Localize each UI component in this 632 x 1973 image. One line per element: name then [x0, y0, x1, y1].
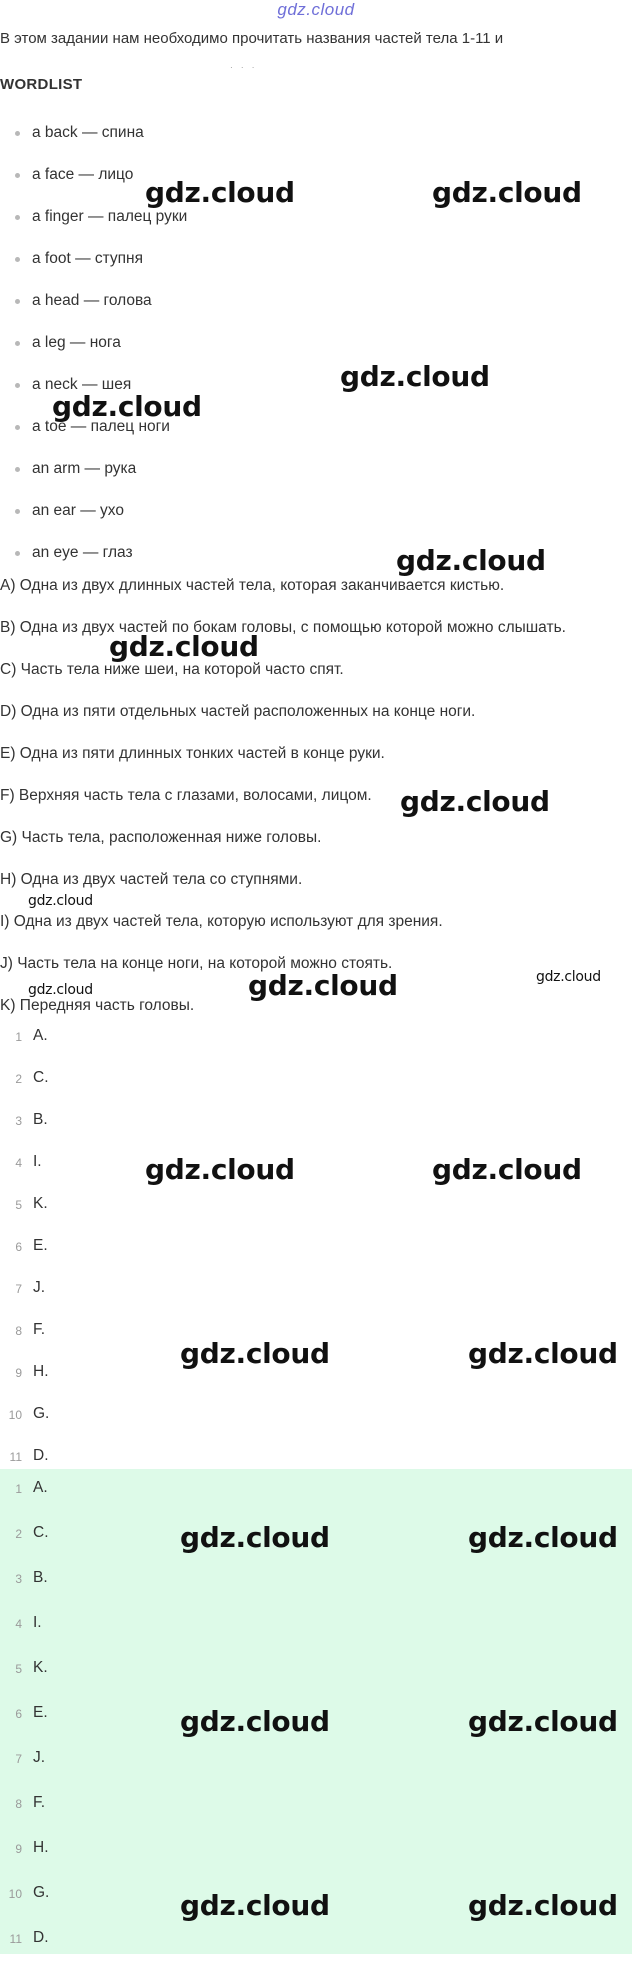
answer-letter: J.: [33, 1279, 46, 1296]
watermark: gdz.cloud: [468, 1889, 618, 1922]
answer-row: [0, 1110, 632, 1152]
watermark: gdz.cloud: [180, 1705, 330, 1738]
list-item: a foot — ступня: [0, 246, 632, 288]
intro-cut-line: · · ·: [230, 63, 258, 72]
watermark: gdz.cloud: [145, 176, 295, 209]
question-item: I) Одна из двух частей тела, которую используют для зрения.: [0, 913, 443, 930]
list-item: a toe — палец ноги: [0, 414, 632, 456]
answer-number: 3: [15, 1572, 22, 1586]
answer-row: [0, 1026, 632, 1068]
answer-letter: A.: [33, 1479, 48, 1496]
watermark: gdz.cloud: [432, 176, 582, 209]
watermark: gdz.cloud: [396, 544, 546, 577]
answer-letter: C.: [33, 1069, 49, 1086]
answer-row: [0, 1613, 632, 1658]
answer-row: [0, 1568, 632, 1613]
answer-number: 5: [15, 1662, 22, 1676]
answer-number: 11: [9, 1932, 22, 1946]
list-item: an eye — глаз: [0, 540, 632, 582]
watermark: gdz.cloud: [180, 1337, 330, 1370]
wordlist-title: WORDLIST: [0, 76, 83, 93]
watermark: gdz.cloud: [432, 1153, 582, 1186]
watermark: gdz.cloud: [468, 1337, 618, 1370]
answer-row: [0, 1404, 632, 1446]
list-item: a head — голова: [0, 288, 632, 330]
question-item: D) Одна из пяти отдельных частей расположенных на конце ноги.: [0, 703, 476, 720]
list-item: a back — спина: [0, 120, 632, 162]
answer-number: 2: [15, 1072, 22, 1086]
answer-row: [0, 1838, 632, 1883]
question-item: B) Одна из двух частей по бокам головы, с помощью которой можно слышать.: [0, 619, 566, 636]
list-item: a face — лицо: [0, 162, 632, 204]
answer-row: [0, 1194, 632, 1236]
answer-letter: F.: [33, 1794, 46, 1811]
answer-number: 3: [15, 1114, 22, 1128]
answer-letter: K.: [33, 1195, 48, 1212]
intro-text: В этом задании нам необходимо прочитать названия частей тела 1-11 и: [0, 30, 504, 47]
answer-letter: H.: [33, 1839, 49, 1856]
watermark: gdz.cloud: [145, 1153, 295, 1186]
answer-row: [0, 1928, 632, 1973]
bullet-icon: [15, 131, 20, 136]
question-item: A) Одна из двух длинных частей тела, которая заканчивается кистью.: [0, 577, 505, 594]
question-item: J) Часть тела на конце ноги, на которой можно стоять.: [0, 955, 393, 972]
question-item: H) Одна из двух частей тела со ступнями.: [0, 871, 303, 888]
answer-letter: E.: [33, 1237, 48, 1254]
answer-number: 9: [15, 1842, 22, 1856]
answer-number: 7: [15, 1752, 22, 1766]
bullet-icon: [15, 467, 20, 472]
list-item: an arm — рука: [0, 456, 632, 498]
answer-number: 4: [15, 1156, 22, 1170]
answer-number: 6: [15, 1240, 22, 1254]
answer-letter: B.: [33, 1569, 48, 1586]
question-item: G) Часть тела, расположенная ниже головы.: [0, 829, 322, 846]
answer-row: [0, 1748, 632, 1793]
answer-letter: I.: [33, 1153, 42, 1170]
answer-letter: I.: [33, 1614, 42, 1631]
answer-letter: D.: [33, 1929, 49, 1946]
watermark: gdz.cloud: [468, 1705, 618, 1738]
site-header-link[interactable]: gdz.cloud: [277, 0, 355, 19]
bullet-icon: [15, 425, 20, 430]
answer-number: 8: [15, 1797, 22, 1811]
answer-row: [0, 1793, 632, 1838]
question-item: C) Часть тела ниже шеи, на которой часто спят.: [0, 661, 344, 678]
answer-letter: B.: [33, 1111, 48, 1128]
answer-number: 11: [9, 1450, 22, 1464]
list-item: a leg — нога: [0, 330, 632, 372]
bullet-icon: [15, 341, 20, 346]
watermark: gdz.cloud: [400, 785, 550, 818]
answer-number: 1: [15, 1482, 22, 1496]
bullet-icon: [15, 299, 20, 304]
answer-list: [0, 1026, 632, 1488]
answer-number: 8: [15, 1324, 22, 1338]
answer-letter: F.: [33, 1321, 46, 1338]
watermark: gdz.cloud: [52, 390, 202, 423]
bullet-icon: [15, 215, 20, 220]
watermark: gdz.cloud: [340, 360, 490, 393]
bullet-icon: [15, 551, 20, 556]
answer-number: 9: [15, 1366, 22, 1380]
list-item: a neck — шея: [0, 372, 632, 414]
answer-row: [0, 1478, 632, 1523]
answer-number: 10: [8, 1887, 22, 1901]
answer-letter: H.: [33, 1363, 49, 1380]
answer-row: [0, 1068, 632, 1110]
watermark: gdz.cloud: [180, 1521, 330, 1554]
watermark: gdz.cloud: [180, 1889, 330, 1922]
watermark: gdz.cloud: [109, 630, 259, 663]
list-item: an ear — ухо: [0, 498, 632, 540]
answer-row: [0, 1278, 632, 1320]
bullet-icon: [15, 383, 20, 388]
answer-letter: C.: [33, 1524, 49, 1541]
answer-letter: J.: [33, 1749, 46, 1766]
answer-number: 10: [8, 1408, 22, 1422]
question-item: F) Верхняя часть тела с глазами, волосами, лицом.: [0, 787, 372, 804]
watermark: gdz.cloud: [28, 893, 93, 909]
answer-letter: A.: [33, 1027, 48, 1044]
list-item: a finger — палец руки: [0, 204, 632, 246]
question-item: K) Передняя часть головы.: [0, 997, 195, 1014]
answer-letter: G.: [33, 1405, 50, 1422]
bullet-icon: [15, 173, 20, 178]
answer-number: 5: [15, 1198, 22, 1212]
watermark: gdz.cloud: [28, 982, 93, 998]
watermark: gdz.cloud: [248, 969, 398, 1002]
bullet-icon: [15, 257, 20, 262]
answer-letter: K.: [33, 1659, 48, 1676]
answer-letter: G.: [33, 1884, 50, 1901]
answer-number: 7: [15, 1282, 22, 1296]
answer-number: 4: [15, 1617, 22, 1631]
answer-letter: D.: [33, 1447, 49, 1464]
watermark: gdz.cloud: [468, 1521, 618, 1554]
bullet-icon: [15, 509, 20, 514]
answer-number: 2: [15, 1527, 22, 1541]
answer-number: 1: [15, 1030, 22, 1044]
answer-row: [0, 1658, 632, 1703]
answer-letter: E.: [33, 1704, 48, 1721]
watermark: gdz.cloud: [536, 969, 601, 985]
answer-number: 6: [15, 1707, 22, 1721]
question-item: E) Одна из пяти длинных тонких частей в конце руки.: [0, 745, 385, 762]
answer-row: [0, 1236, 632, 1278]
